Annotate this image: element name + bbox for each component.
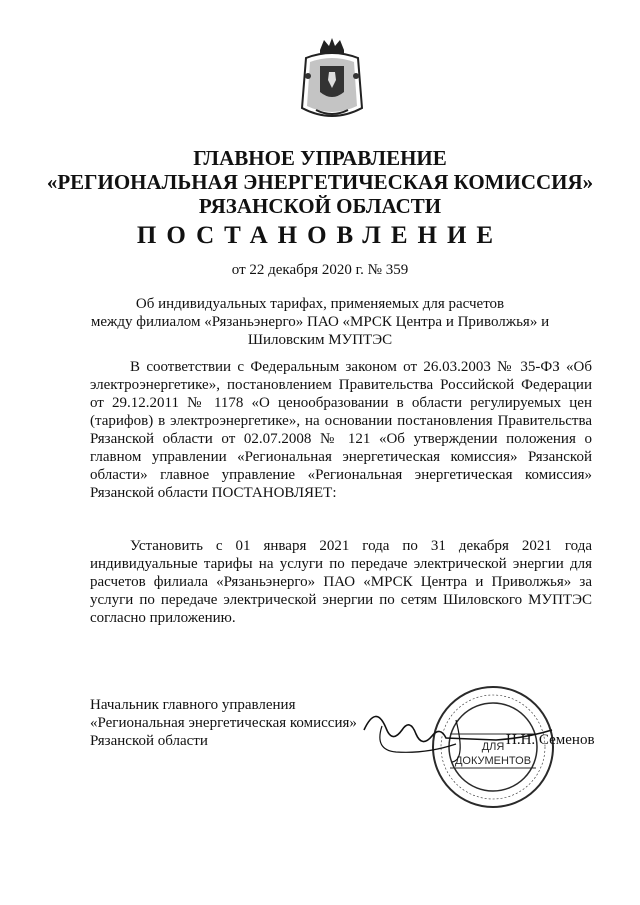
legal-basis-paragraph: В соответствии с Федеральным законом от 26.03.2003 № 35-ФЗ «Об электроэнергетике», постановлением Правительства Российской Федерации от 29.12.2011 № 1178 «О ценообразовании в области регулируемых цен (тарифов) в электроэнергетике», на основании постановления Правительства Рязанской области от 02.07.2008 № 121 «Об утверждении положения о главном управлении «Региональная энергетическая комиссия» Рязанской области» главное управление «Региональная энергетическая комиссия» Рязанской области ПОСТАНОВЛЯЕТ: (90, 359, 592, 501)
header-line-3: РЯЗАНСКОЙ ОБЛАСТИ (198, 194, 442, 218)
signatory-line-3: Рязанской области (90, 733, 208, 749)
signatory-position (90, 696, 357, 750)
signatory-line-1: Начальник главного управления (90, 697, 296, 713)
signatory-line-2: «Региональная энергетическая комиссия» (90, 715, 357, 731)
document-subject (0, 295, 640, 349)
subject-line-2: между филиалом «Рязаньэнерго» ПАО «МРСК Центра и Приволжья» и (90, 314, 550, 330)
signatory-name: Н.Н. Семенов (506, 732, 595, 748)
resolution-paragraph: Установить с 01 января 2021 года по 31 декабря 2021 года индивидуальные тарифы на услуги по передаче электрической энергии для расчетов филиала «Рязаньэнерго» ПАО «МРСК Центра и Приволжья» за услуги по передаче электрической энергии по сетям Шиловского МУПТЭС согласно приложению. (90, 538, 592, 626)
header-line-1: ГЛАВНОЕ УПРАВЛЕНИЕ (193, 146, 447, 170)
stamp-text-line-1: ДЛЯ (481, 741, 505, 753)
subject-line-3: Шиловским МУПТЭС (247, 332, 393, 348)
date-and-number: от 22 декабря 2020 г. № 359 (231, 262, 409, 278)
header-line-2: «РЕГИОНАЛЬНАЯ ЭНЕРГЕТИЧЕСКАЯ КОМИССИЯ» (46, 170, 594, 194)
document-title: ПОСТАНОВЛЕНИЕ (136, 222, 504, 249)
coat-of-arms-emblem (296, 36, 368, 126)
subject-line-1: Об индивидуальных тарифах, применяемых для расчетов (135, 296, 505, 312)
stamp-text-line-2: ДОКУМЕНТОВ (454, 755, 532, 767)
